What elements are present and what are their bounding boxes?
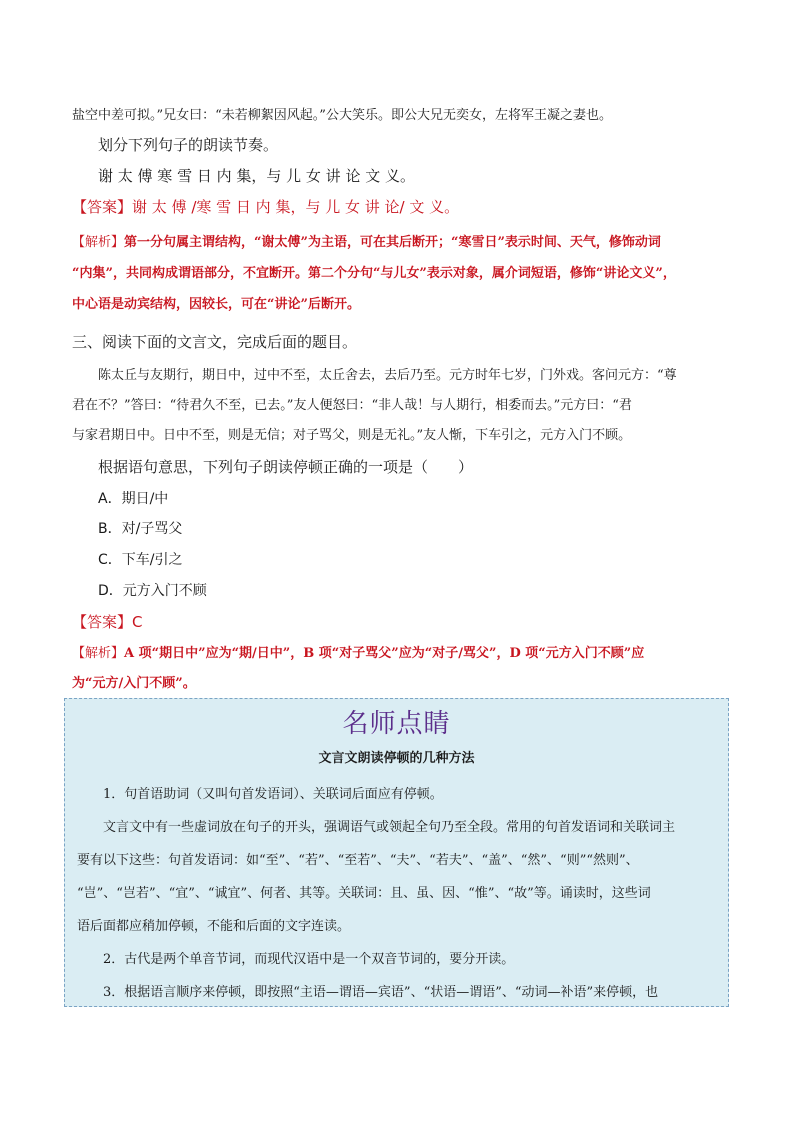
- q3-passage-line-3: 与家君期日中。日中不至，则是无信；对子骂父，则是无礼。”友人惭，下车引之，元方入门不顾。: [72, 428, 632, 443]
- q3-heading: 三、阅读下面的文言文，完成后面的题目。: [72, 333, 358, 351]
- q2-analysis-line-1: 【解析】第一分句属主谓结构，“谢太傅”为主语，可在其后断开；“寒雪日”表示时间、天气，修饰动词: [72, 235, 661, 250]
- q3-option-b: B．对/子骂父: [98, 521, 183, 537]
- answer-tag: 【答案】: [72, 613, 133, 631]
- tip-box-title: 名师点睛: [342, 709, 451, 739]
- tip-line-1: 1．句首语助词（又叫句首发语词）、关联词后面应有停顿。: [103, 787, 443, 802]
- tip-box: [64, 698, 729, 1007]
- tip-line-6: 2．古代是两个单音节词，而现代汉语中是一个双音节词的，要分开读。: [103, 952, 515, 967]
- answer-text: 谢 太 傅 /寒 雪 日 内 集，与 儿 女 讲 论/ 文 义。: [132, 198, 460, 216]
- q2-analysis-line-3: 中心语是动宾结构，因较长，可在“讲论”后断开。: [72, 297, 360, 312]
- tip-box-subtitle: 文言文朗读停顿的几种方法: [318, 751, 475, 766]
- analysis-tag: 【解析】: [72, 235, 125, 250]
- answer-text: C: [132, 613, 143, 631]
- passage-end: 盐空中差可拟。”兄女曰：“未若柳絮因风起。”公大笑乐。即公大兄无奕女，左将军王凝之妻也。: [72, 108, 612, 123]
- analysis-tag: 【解析】: [72, 646, 125, 661]
- q3-answer: [72, 611, 143, 632]
- q3-option-a: A．期日/中: [98, 491, 169, 507]
- q3-option-d: D．元方入门不顾: [98, 583, 207, 599]
- tip-line-7: 3．根据语言顺序来停顿，即按照“主语—谓语—宾语”、“状语—谓语”、“动词—补语”来停顿，也: [103, 985, 659, 1000]
- q3-analysis-line-2: 为“元方/入门不顾”。: [72, 676, 196, 691]
- tip-line-2: 文言文中有一些虚词放在句子的开头，强调语气或领起全句乃至全段。常用的句首发语词和关联词主: [103, 820, 676, 835]
- q2-analysis-line-2: “内集”，共同构成谓语部分，不宜断开。第二个分句“与儿女”表示对象，属介词短语，修饰“讲论文义”，: [72, 266, 676, 281]
- q2-answer: [72, 196, 459, 217]
- q3-question: 根据语句意思，下列句子朗读停顿正确的一项是（ ）: [98, 458, 474, 476]
- q2-sentence: 谢 太 傅 寒 雪 日 内 集，与 儿 女 讲 论 文 义。: [98, 167, 415, 185]
- tip-line-3: 要有以下这些：句首发语词：如“至”、“若”、“至若”、“夫”、“若夫”、“盖”、“然”、“则”“然则”、: [77, 853, 639, 868]
- tip-line-4: “岂”、“岂若”、“宜”、“诚宜”、何者、其等。关联词：且、虽、因、“惟”、“故”等。诵读时，这些词: [77, 886, 651, 901]
- q3-option-c: C．下车/引之: [98, 552, 183, 568]
- answer-tag: 【答案】: [72, 198, 133, 216]
- q3-passage-line-2: 君在不？”答曰：“待君久不至，已去。”友人便怒曰：“非人哉！与人期行，相委而去。”元方曰：“君: [72, 398, 632, 413]
- q3-analysis-line-1: 【解析】A 项“期日中”应为“期/日中”，B 项“对子骂父”应为“对子/骂父”，D 项“元方入门不顾”应: [72, 646, 645, 661]
- q2-instruction: 划分下列句子的朗读节奏。: [98, 136, 279, 154]
- q3-passage-line-1: 陈太丘与友期行，期日中，过中不至，太丘舍去，去后乃至。元方时年七岁，门外戏。客问元方：“尊: [98, 368, 677, 383]
- tip-line-5: 语后面都应稍加停顿，不能和后面的文字连读。: [77, 919, 351, 934]
